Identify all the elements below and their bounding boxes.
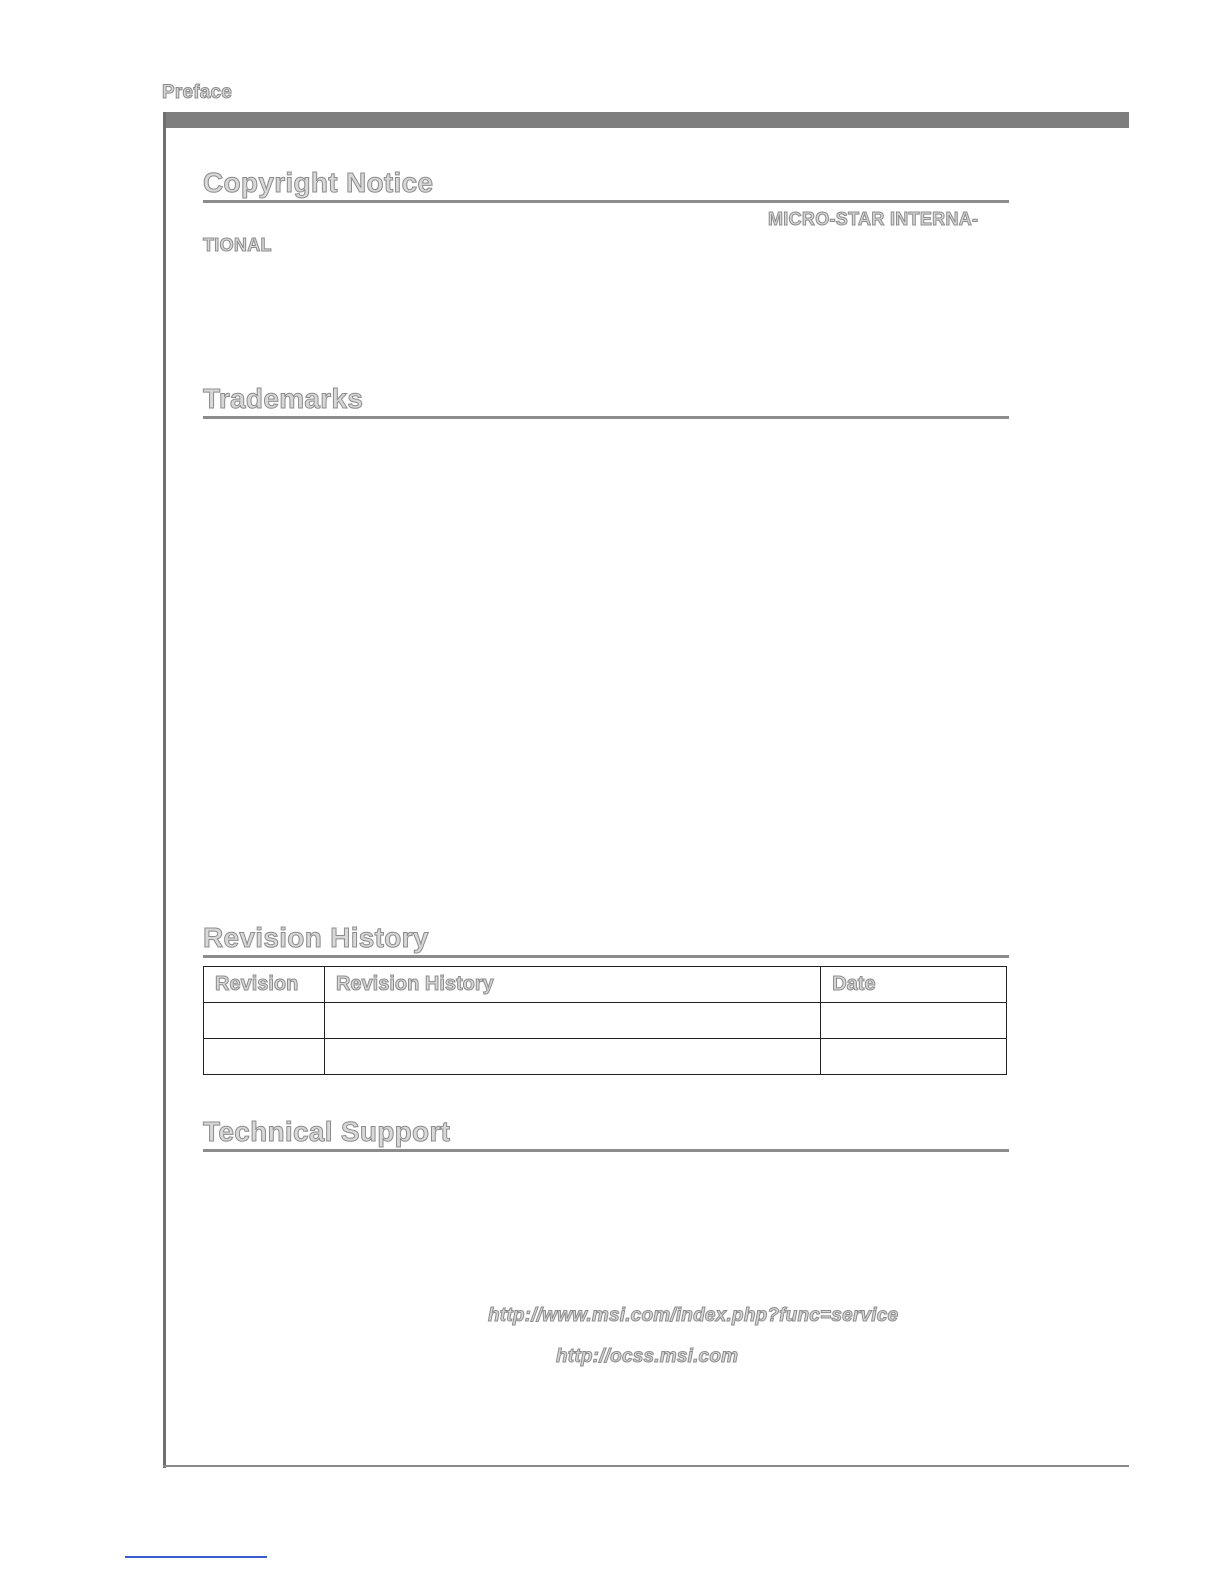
- table-cell-date: [821, 1003, 1007, 1039]
- table-header-row: [204, 967, 1007, 1003]
- header-bar: [163, 112, 1129, 128]
- column-header-revision-history: Revision History: [324, 967, 820, 1003]
- technical-support-heading: Technical Support: [203, 1116, 1009, 1152]
- service-url-link[interactable]: http://www.msi.com/index.php?func=service: [488, 1305, 899, 1326]
- table-row: [204, 1003, 1007, 1039]
- column-header-date: Date: [821, 967, 1007, 1003]
- running-head: Preface: [162, 82, 233, 103]
- footer-link-underline: [125, 1556, 267, 1558]
- table-cell-revision: [204, 1039, 325, 1075]
- table-cell-date: [821, 1039, 1007, 1075]
- left-margin-rule: [163, 112, 166, 1468]
- company-name-line2: TIONAL: [203, 235, 272, 255]
- revision-history-table: [203, 966, 1007, 1075]
- trademarks-heading: Trademarks: [203, 383, 1009, 419]
- table-cell-revision: [204, 1003, 325, 1039]
- revision-history-heading: Revision History: [203, 922, 1009, 958]
- table-cell-history: [324, 1039, 820, 1075]
- column-header-revision: Revision: [204, 967, 325, 1003]
- table-cell-history: [324, 1003, 820, 1039]
- table-row: [204, 1039, 1007, 1075]
- copyright-heading: Copyright Notice: [203, 167, 1009, 203]
- company-name-line1: MICRO-STAR INTERNA-: [768, 209, 979, 229]
- bottom-rule: [163, 1465, 1129, 1467]
- ocss-url-link[interactable]: http://ocss.msi.com: [556, 1346, 739, 1367]
